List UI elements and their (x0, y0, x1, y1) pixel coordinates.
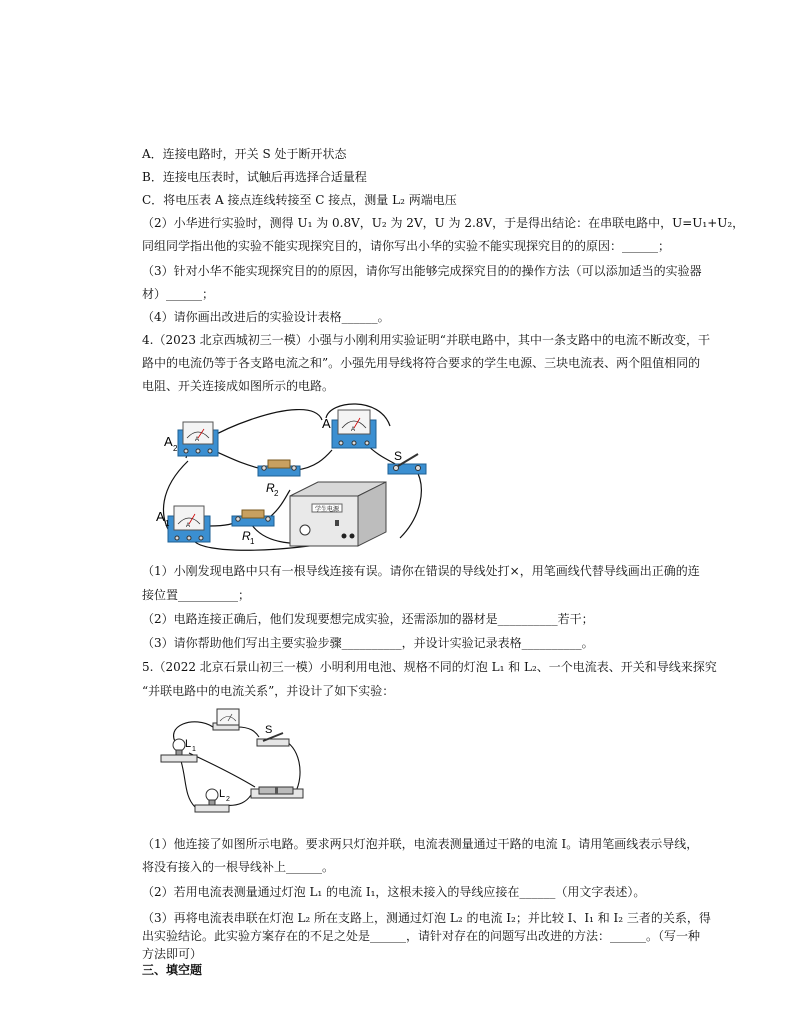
q3-part2-line2: 同组同学指出他的实验不能实现探究目的，请你写出小华的实验不能实现探究目的的原因：______； (142, 239, 671, 253)
q5-part3-line2: 出实验结论。此实验方案存在的不足之处是______，请针对存在的问题写出改进的方法：______。（写一种 (142, 929, 701, 943)
q4-stem-line1: 4.（2023 北京西城初三一模）小强与小刚利用实验证明“并联电路中，其中一条支路中的电流不断改变，干 (142, 333, 710, 347)
label-s: S (394, 449, 403, 463)
q5-part1-line2: 将没有接入的一根导线补上______。 (142, 860, 335, 874)
label-a: A (322, 416, 331, 431)
q3-part3-line2: 材）______； (142, 287, 215, 301)
label-l1-sub: 1 (192, 746, 196, 753)
q5-battery (251, 787, 303, 798)
q4-part1-line1: （1）小刚发现电路中只有一根导线连接有误。请你在错误的导线处打×，用笔画线代替导线画出正确的连 (142, 564, 700, 578)
q5-circuit-figure (155, 705, 315, 823)
label-a1-sub: 1 (165, 519, 170, 528)
q4-stem-line2: 路中的电流仍等于各支路电流之和”。小强先用导线将符合要求的学生电源、三块电流表、两个阻值相同的 (142, 356, 701, 370)
label-r2: R (266, 481, 275, 495)
ammeter-a1 (168, 506, 210, 542)
ammeter-a2 (178, 422, 218, 456)
q3-part4: （4）请你画出改进后的实验设计表格______。 (142, 310, 390, 324)
power-supply (290, 482, 386, 546)
q5-stem-line1: 5.（2022 北京石景山初三一模）小明利用电池、规格不同的灯泡 L₁ 和 L₂、一个电流表、开关和导线来探究 (142, 660, 717, 674)
q5-part3-line1: （3）再将电流表串联在灯泡 L₂ 所在支路上，测通过灯泡 L₂ 的电流 I₂；并比较 I、I₁ 和 I₂ 三者的关系，得 (142, 911, 711, 925)
q5-part2: （2）若用电流表测量通过灯泡 L₁ 的电流 I₁，这根未接入的导线应接在______（用文字表述）。 (142, 885, 646, 899)
q4-part3: （3）请你帮助他们写出主要实验步骤__________，并设计实验记录表格__________。 (142, 636, 594, 650)
q4-part1-line2: 接位置__________； (142, 588, 251, 602)
label-a1: A (156, 509, 165, 524)
label-l2-sub: 2 (226, 796, 230, 803)
q5-part3-line3: 方法即可） (142, 947, 203, 961)
q4-stem-line3: 电阻、开关连接成如图所示的电路。 (142, 379, 335, 393)
q3-option-a: A．连接电路时，开关 S 处于断开状态 (142, 147, 347, 161)
q4-circuit-figure (150, 398, 440, 554)
q3-option-c: C．将电压表 A 接点连线转接至 C 接点，测量 L₂ 两端电压 (142, 193, 457, 207)
q5-stem-line2: “并联电路中的电流关系”，并设计了如下实验： (142, 684, 395, 698)
q5-switch (257, 733, 289, 746)
label-r1-sub: 1 (250, 537, 255, 546)
q3-option-b: B．连接电压表时，试触后再选择合适量程 (142, 170, 367, 184)
power-supply-label: 学生电源 (315, 507, 340, 513)
label-r1: R (242, 529, 251, 543)
q4-part2: （2）电路连接正确后，他们发现要想完成实验，还需添加的器材是__________若干； (142, 612, 594, 626)
q3-part3-line1: （3）针对小华不能实现探究目的的原因，请你写出能够完成探究目的的操作方法（可以添加适当的实验器 (142, 264, 702, 278)
ammeter-a-glyph: A (351, 427, 356, 433)
label-s5: S (265, 724, 273, 736)
ammeter-a2-glyph: A (195, 437, 200, 443)
q3-part2-line1: （2）小华进行实验时，测得 U₁ 为 0.8V，U₂ 为 2V，U 为 2.8V，于是得出结论：在串联电路中，U=U₁+U₂， (142, 216, 745, 230)
resistor-r1 (232, 510, 274, 526)
label-l2: L (219, 788, 226, 800)
q5-part1-line1: （1）他连接了如图所示电路。要求两只灯泡并联，电流表测量通过干路的电流 I。请用笔画线表示导线， (142, 837, 699, 851)
ammeter-a (332, 410, 376, 448)
q5-ammeter (213, 709, 239, 730)
label-l1: L (185, 738, 192, 750)
resistor-r2 (258, 460, 300, 476)
ammeter-a1-glyph: A (186, 523, 191, 529)
label-r2-sub: 2 (274, 489, 279, 498)
label-a2: A (164, 434, 173, 449)
section-heading-fill-in: 三、填空题 (142, 963, 203, 977)
label-a2-sub: 2 (173, 444, 178, 453)
